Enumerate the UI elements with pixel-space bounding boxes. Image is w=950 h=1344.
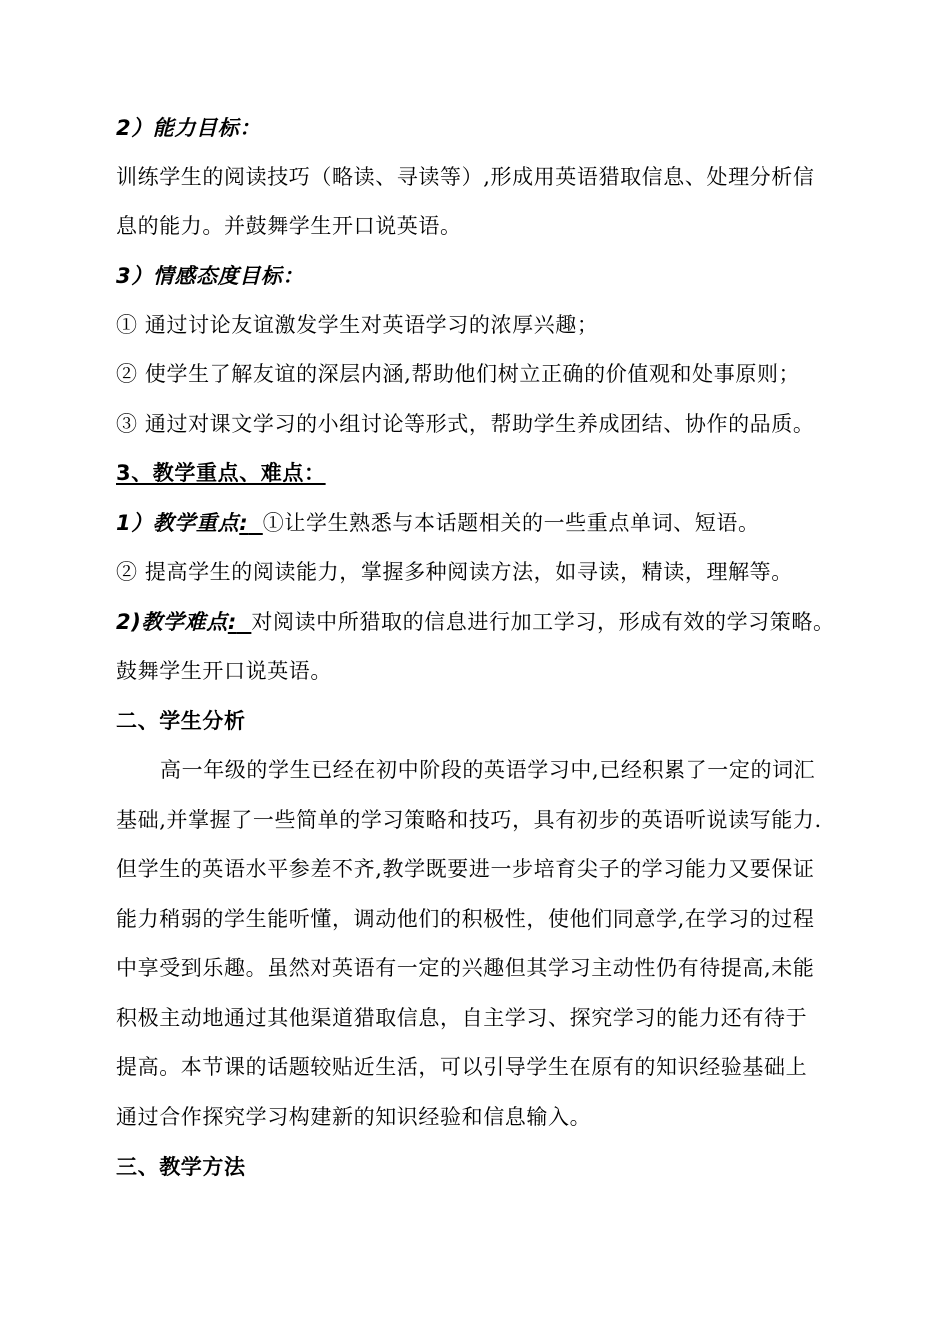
paragraph-line: 提高。本节课的话题较贴近生活，可以引导学生在原有的知识经验基础上 [116, 1055, 808, 1079]
paragraph-line: 但学生的英语水平参差不齐,教学既要进一步培育尖子的学习能力又要保证 [116, 857, 815, 881]
difficulty-colon: : [227, 610, 237, 634]
list-item: ② 提高学生的阅读能力，掌握多种阅读方法，如寻读，精读，理解等。 [116, 560, 793, 584]
list-item: ① 通过讨论友谊激发学生对英语学习的浓厚兴趣； [116, 313, 599, 337]
key-point-text: ①让学生熟悉与本话题相关的一些重点单词、短语。 [262, 511, 760, 535]
difficulty-line [116, 607, 835, 637]
difficulty-text: 对阅读中所猎取的信息进行加工学习，形成有效的学习策略。 [251, 610, 835, 634]
heading-teaching-method: 三、教学方法 [116, 1155, 246, 1179]
heading-ability-goal: 2）能力目标： [116, 116, 261, 140]
paragraph-line: 训练学生的阅读技巧（略读、寻读等）,形成用英语猎取信息、处理分析信 [116, 165, 815, 189]
list-item: ② 使学生了解友谊的深层内涵,帮助他们树立正确的价值观和处事原则； [116, 362, 801, 386]
paragraph-line: 息的能力。并鼓舞学生开口说英语。 [116, 214, 462, 238]
key-point-label: 1）教学重点 [116, 511, 240, 535]
paragraph-line: 中享受到乐趣。虽然对英语有一定的兴趣但其学习主动性仍有待提高,未能 [116, 956, 815, 980]
heading-emotion-goal: 3）情感态度目标： [116, 264, 305, 288]
paragraph-line: 积极主动地通过其他渠道猎取信息，自主学习、探究学习的能力还有待于 [116, 1006, 808, 1030]
paragraph-line: 鼓舞学生开口说英语。 [116, 659, 332, 683]
paragraph-line: 能力稍弱的学生能听懂，调动他们的积极性，使他们同意学,在学习的过程 [116, 907, 815, 931]
heading-key-points: 3、教学重点、难点： [116, 461, 326, 485]
heading-student-analysis: 二、学生分析 [116, 709, 246, 733]
key-point-colon: : [239, 511, 249, 535]
paragraph-line: 通过合作探究学习构建新的知识经验和信息输入。 [116, 1105, 592, 1129]
paragraph-line: 高一年级的学生已经在初中阶段的英语学习中,已经积累了一定的词汇 [160, 758, 816, 782]
paragraph-line: 基础,并掌握了一些简单的学习策略和技巧，具有初步的英语听说读写能力. [116, 808, 822, 832]
difficulty-label: 2)教学难点 [116, 610, 228, 634]
key-point-line [116, 508, 760, 538]
list-item: ③ 通过对课文学习的小组讨论等形式，帮助学生养成团结、协作的品质。 [116, 412, 815, 436]
